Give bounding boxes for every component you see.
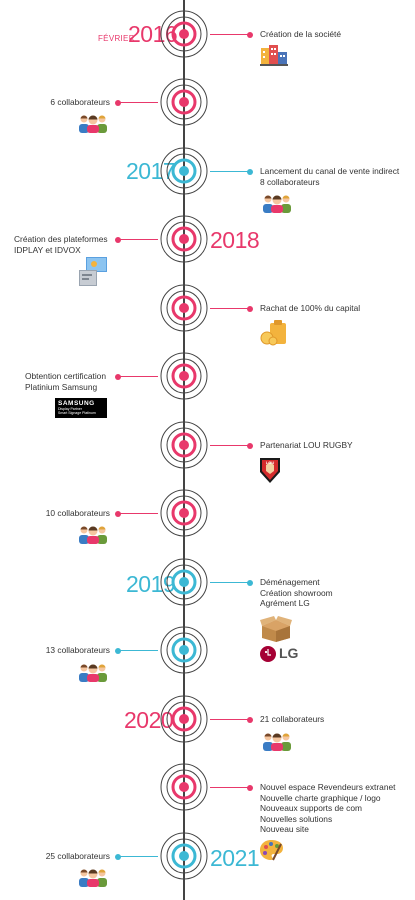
timeline-node-red [158, 693, 210, 745]
event-line: Déménagement [260, 577, 320, 587]
samsung-logo-line1: Display Partner [58, 407, 82, 411]
connector-left [118, 856, 158, 857]
samsung-logo-line2: Smart Signage Platinum [58, 411, 96, 415]
lou-rugby-logo-text: LOU [265, 460, 275, 465]
year-2021: 2021 [210, 845, 260, 871]
box-icon [260, 614, 292, 642]
event-line: Nouvelle charte graphique / logo [260, 792, 381, 803]
event-line: Platinium Samsung [25, 381, 98, 392]
connector-left [118, 102, 158, 103]
event-line: Création showroom [260, 587, 333, 598]
people-icon [78, 662, 108, 682]
timeline-node-red [158, 761, 210, 813]
event-text: 10 collaborateurs [45, 508, 110, 518]
connector-right [210, 787, 250, 788]
timeline-node-red [158, 213, 210, 265]
timeline-node-red [158, 8, 210, 60]
connector-left [118, 376, 158, 377]
timeline-node-blue [158, 556, 210, 608]
connector-right [210, 34, 250, 35]
timeline-node-red [158, 487, 210, 539]
money-bag-icon [260, 320, 290, 346]
event-text [25, 371, 106, 392]
event-text: 13 collaborateurs [45, 645, 110, 655]
palette-icon [259, 838, 285, 862]
event-line: 8 collaborateurs [260, 176, 320, 187]
event-text: 6 collaborateurs [50, 97, 110, 107]
connector-left [118, 513, 158, 514]
year-2019: 2019 [126, 571, 176, 597]
event-line: Nouveau site [260, 824, 309, 834]
event-text [260, 166, 399, 187]
event-line: Lancement du canal de vente indirect [260, 166, 400, 176]
event-text: Création de la société [260, 29, 342, 39]
platform-windows-icon [78, 256, 108, 288]
timeline-node-red [158, 350, 210, 402]
timeline-node-red [158, 76, 210, 128]
timeline-node-blue [158, 145, 210, 197]
event-line: Nouveaux supports de com [260, 803, 362, 813]
event-line: Obtention certification [25, 371, 107, 381]
event-text [260, 782, 395, 835]
lg-logo-mark [260, 646, 276, 662]
timeline-node-blue [158, 830, 210, 882]
event-text: 25 collaborateurs [45, 851, 110, 861]
event-line: Agrément LG [260, 598, 310, 608]
connector-left [118, 239, 158, 240]
connector-right [210, 308, 250, 309]
building-icon [260, 44, 288, 66]
connector-right [210, 719, 250, 720]
people-icon [78, 113, 108, 133]
lou-rugby-logo [258, 456, 282, 484]
year-2018: 2018 [210, 227, 260, 253]
people-icon [78, 524, 108, 544]
event-line: Création des plateformes [14, 234, 108, 244]
event-text: Partenariat LOU RUGBY [260, 440, 353, 450]
event-text: 21 collaborateurs [260, 714, 325, 724]
samsung-logo-brand: SAMSUNG [58, 400, 95, 407]
year-2017: 2017 [126, 158, 176, 184]
samsung-logo [55, 398, 107, 418]
timeline-node-blue [158, 624, 210, 676]
connector-right [210, 171, 250, 172]
connector-right [210, 582, 250, 583]
year-2020: 2020 [124, 707, 174, 733]
people-icon [78, 867, 108, 887]
connector-left [118, 650, 158, 651]
lg-logo-text: LG [279, 645, 299, 661]
event-text: Rachat de 100% du capital [260, 303, 361, 313]
event-text [14, 234, 108, 255]
event-text [260, 577, 333, 609]
month-label-fevrier: FÉVRIER [98, 34, 135, 43]
people-icon [262, 193, 292, 213]
event-line: Nouvelles solutions [260, 813, 333, 824]
timeline-node-red [158, 282, 210, 334]
year-2016: 2016 [128, 21, 178, 47]
people-icon [262, 731, 292, 751]
timeline-node-red [158, 419, 210, 471]
event-line: IDPLAY et IDVOX [14, 244, 81, 255]
lg-logo [260, 645, 300, 663]
connector-right [210, 445, 250, 446]
event-line: Nouvel espace Revendeurs extranet [260, 782, 396, 792]
